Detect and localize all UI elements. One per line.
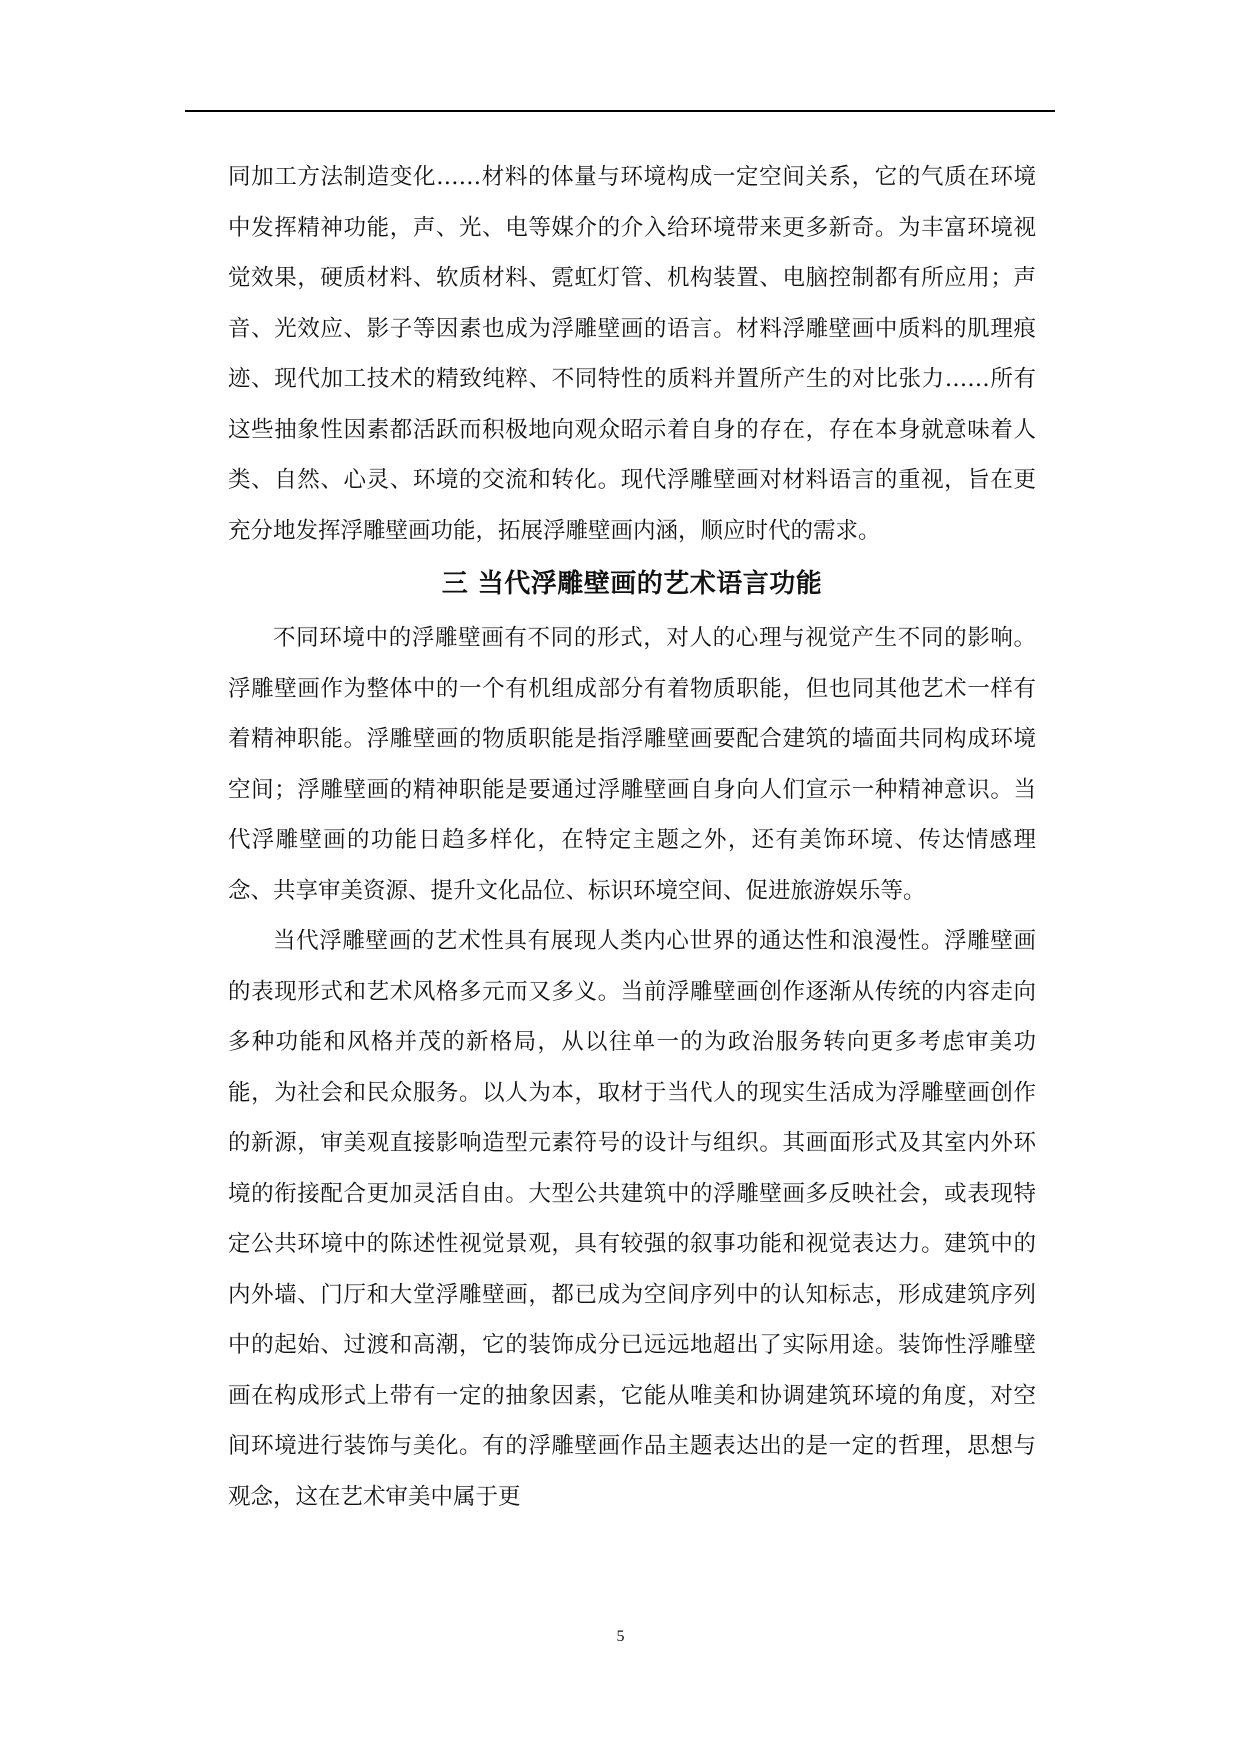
header-rule	[185, 110, 1055, 112]
paragraph-continued: 同加工方法制造变化……材料的体量与环境构成一定空间关系，它的气质在环境中发挥精神功能，声、光、电等媒介的介入给环境带来更多新奇。为丰富环境视觉效果，硬质材料、软质材料、霓虹灯管、机构装置、电脑控制都有所应用；声音、光效应、影子等因素也成为浮雕壁画的语言。材料浮雕壁画中质料的肌理痕迹、现代加工技术的精致纯粹、不同特性的质料并置所产生的对比张力……所有这些抽象性因素都活跃而积极地向观众昭示着自身的存在，存在本身就意味着人类、自然、心灵、环境的交流和转化。现代浮雕壁画对材料语言的重视，旨在更充分地发挥浮雕壁画功能，拓展浮雕壁画内涵，顺应时代的需求。	[228, 164, 1036, 544]
paragraph-artistry: 当代浮雕壁画的艺术性具有展现人类内心世界的通达性和浪漫性。浮雕壁画的表现形式和艺术风格多元而又多义。当前浮雕壁画创作逐渐从传统的内容走向多种功能和风格并茂的新格局，从以往单一的为政治服务转向更多考虑审美功能，为社会和民众服务。以人为本，取材于当代人的现实生活成为浮雕壁画创作的新源，审美观直接影响造型元素符号的设计与组织。其画面形式及其室内外环境的衔接配合更加灵活自由。大型公共建筑中的浮雕壁画多反映社会，或表现特定公共环境中的陈述性视觉景观，具有较强的叙事功能和视觉表达力。建筑中的内外墙、门厅和大堂浮雕壁画，都已成为空间序列中的认知标志，形成建筑序列中的起始、过渡和高潮，它的装饰成分已远远地超出了实际用途。装饰性浮雕壁画在构成形式上带有一定的抽象因素，它能从唯美和协调建筑环境的角度，对空间环境进行装饰与美化。有的浮雕壁画作品主题表达出的是一定的哲理，思想与观念，这在艺术审美中属于更	[228, 928, 1036, 1510]
page-body	[228, 152, 1036, 1522]
page-number: 5	[616, 1628, 625, 1645]
paragraph-functions: 不同环境中的浮雕壁画有不同的形式，对人的心理与视觉产生不同的影响。浮雕壁画作为整体中的一个有机组成部分有着物质职能，但也同其他艺术一样有着精神职能。浮雕壁画的物质职能是指浮雕壁画要配合建筑的墙面共同构成环境空间；浮雕壁画的精神职能是要通过浮雕壁画自身向人们宣示一种精神意识。当代浮雕壁画的功能日趋多样化，在特定主题之外，还有美饰环境、传达情感理念、共享审美资源、提升文化品位、标识环境空间、促进旅游娱乐等。	[228, 625, 1036, 904]
section-heading: 三 当代浮雕壁画的艺术语言功能	[441, 569, 823, 599]
